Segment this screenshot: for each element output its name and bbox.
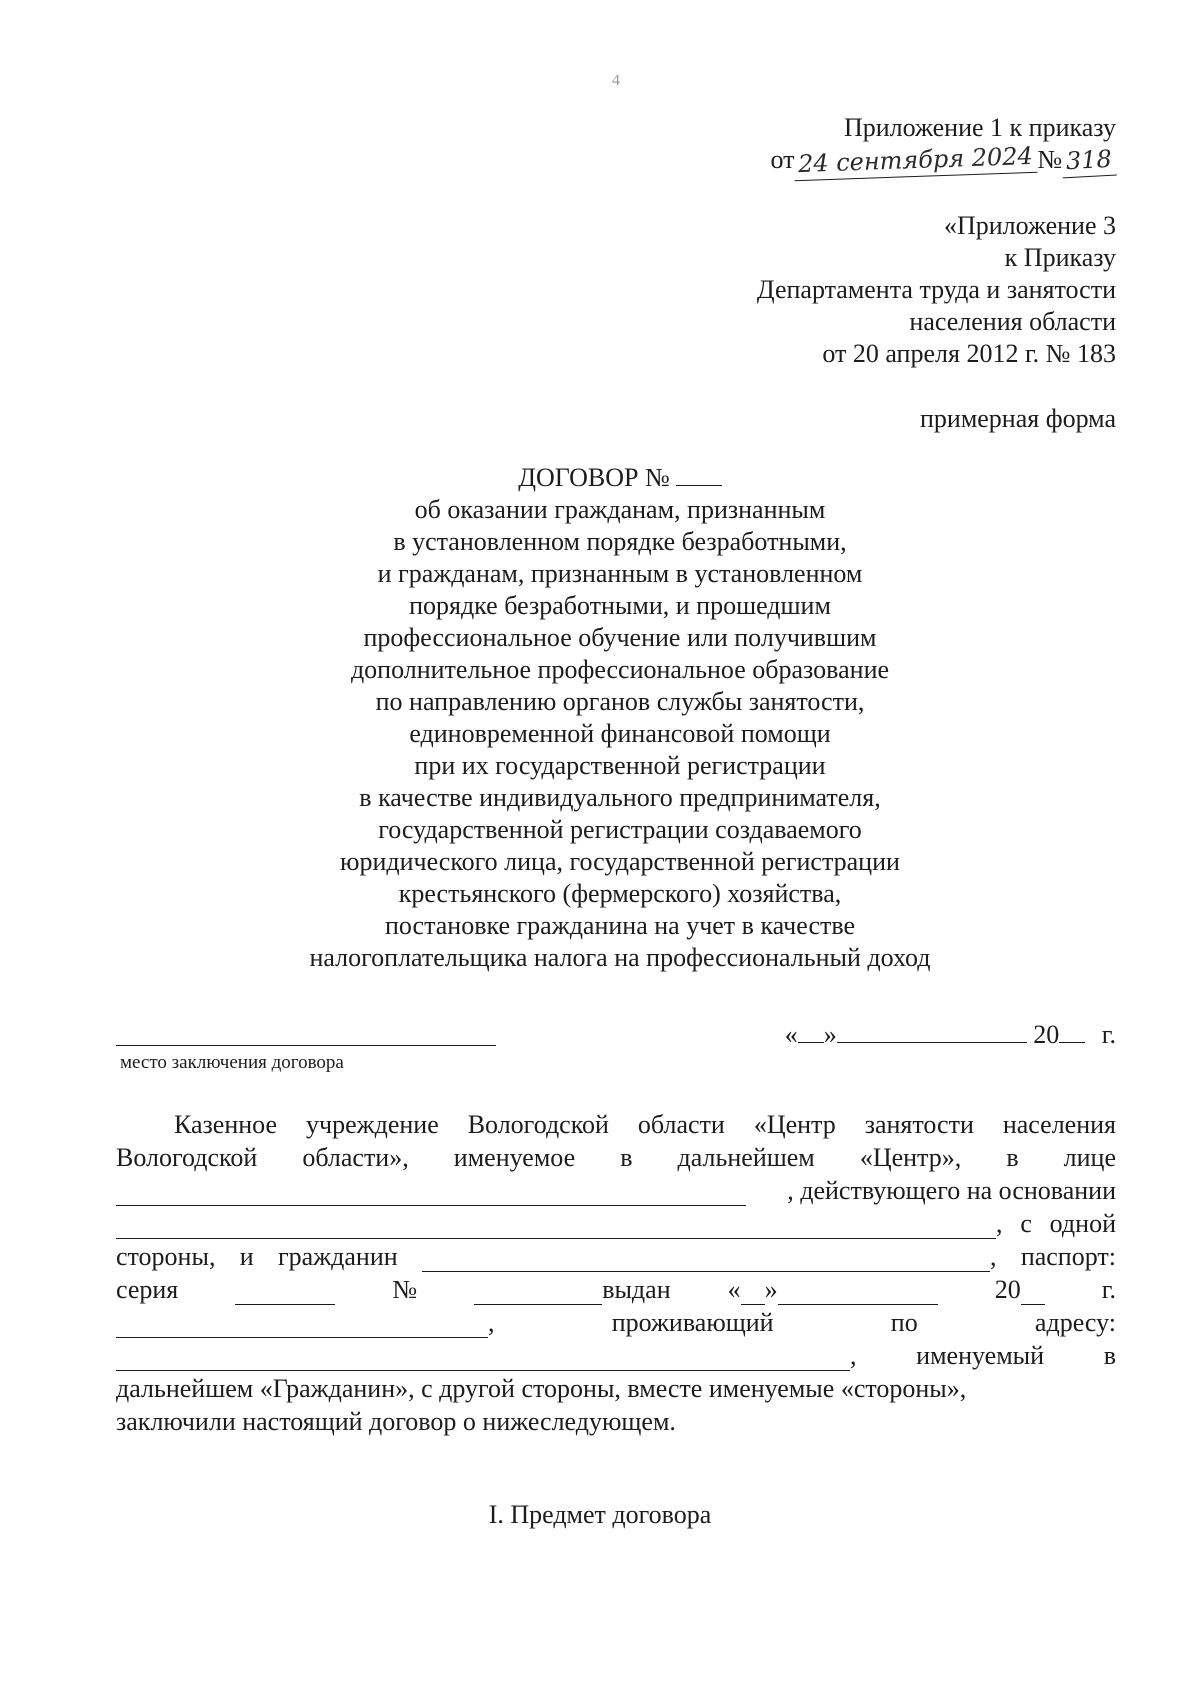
word: населения <box>1002 1110 1116 1139</box>
title-line: в качестве индивидуального предпринимателя, <box>359 783 881 812</box>
text: , <box>488 1308 495 1337</box>
contract-date-line <box>785 1018 1116 1050</box>
contract-heading <box>0 462 1200 494</box>
word: гражданин <box>278 1242 398 1271</box>
quote-open: « <box>784 1020 798 1049</box>
year-prefix: 20 <box>1033 1020 1060 1049</box>
title-line: крестьянского (фермерского) хозяйства, <box>398 879 842 908</box>
day-field[interactable] <box>798 1018 824 1043</box>
text: « <box>727 1275 741 1304</box>
preamble-row-10: заключили настоящий договор о нижеследующем. <box>116 1407 676 1436</box>
citizen-name-field[interactable] <box>422 1249 990 1272</box>
annex-reference-block <box>757 210 1116 370</box>
word: области <box>637 1110 725 1139</box>
word: проживающий <box>611 1308 774 1337</box>
title-line: единовременной финансовой помощи <box>409 719 831 748</box>
section-title: I. Предмет договора <box>488 1500 712 1529</box>
word: «Центр <box>753 1110 836 1139</box>
word: одной <box>1049 1209 1116 1238</box>
text: , <box>850 1341 857 1370</box>
contract-heading-text: ДОГОВОР № <box>518 463 670 492</box>
title-line: по направлению органов службы занятости, <box>375 687 865 716</box>
word: именуемое <box>453 1143 576 1172</box>
annex-reference-line: от 20 апреля 2012 г. № 183 <box>822 339 1116 368</box>
text: , <box>996 1209 1003 1238</box>
title-line: налогоплательщика налога на профессиональный доход <box>309 943 931 972</box>
word: г. <box>1101 1275 1116 1304</box>
title-line: порядке безработными, и прошедшим <box>409 591 831 620</box>
title-line: дополнительное профессиональное образование <box>350 655 890 684</box>
title-line: в установленном порядке безработными, <box>393 527 847 556</box>
basis-field[interactable] <box>116 1216 996 1239</box>
word: по <box>890 1308 918 1337</box>
preamble-row-9: дальнейшем «Гражданин», с другой стороны, вместе именуемые «стороны», <box>116 1374 967 1403</box>
issue-day-field[interactable] <box>741 1282 765 1305</box>
title-line: при их государственной регистрации <box>414 751 826 780</box>
word: области», <box>302 1143 409 1172</box>
preamble-row-4 <box>116 1209 1116 1239</box>
issuer-field[interactable] <box>116 1315 488 1338</box>
preamble-row-6 <box>116 1275 1116 1305</box>
address-field[interactable] <box>116 1348 850 1371</box>
preamble-row-8 <box>116 1341 1116 1371</box>
text: , действующего на основании <box>787 1176 1116 1205</box>
preamble-row-1 <box>174 1110 1116 1140</box>
word: паспорт: <box>1020 1242 1116 1271</box>
title-line: постановке гражданина на учет в качестве <box>384 911 856 940</box>
preamble-row-5 <box>116 1242 1116 1272</box>
word: учреждение <box>306 1110 439 1139</box>
annex-reference-line: к Приказу <box>1004 243 1116 272</box>
title-line: об оказании гражданам, признанным <box>414 495 826 524</box>
word: занятости <box>864 1110 974 1139</box>
word: Вологодской <box>467 1110 609 1139</box>
center-representative-field[interactable] <box>116 1183 746 1206</box>
from-prefix: от <box>770 145 795 174</box>
contract-number-blank[interactable] <box>676 463 722 486</box>
place-field[interactable] <box>116 1045 496 1046</box>
word: лице <box>1063 1143 1116 1172</box>
word: «Центр», <box>859 1143 962 1172</box>
handwritten-date: 24 сентября 2024 <box>794 140 1038 181</box>
annex-reference-line: Департамента труда и занятости <box>756 275 1116 304</box>
quote-close: » <box>823 1020 837 1049</box>
text: » <box>764 1275 778 1304</box>
month-field[interactable] <box>837 1018 1027 1043</box>
title-line: профессиональное обучение или получившим <box>363 623 877 652</box>
year-suffix: г. <box>1101 1020 1116 1049</box>
text: 20 <box>994 1275 1021 1304</box>
word: серия <box>116 1275 179 1304</box>
word: Казенное <box>174 1110 278 1139</box>
word: в <box>620 1143 633 1172</box>
handwritten-number: 318 <box>1061 143 1116 179</box>
title-line: юридического лица, государственной регистрации <box>340 847 900 876</box>
text: , <box>990 1242 997 1271</box>
word: выдан <box>602 1275 671 1304</box>
issue-year-field[interactable] <box>1021 1282 1045 1305</box>
contract-title <box>0 462 1200 974</box>
title-line: и гражданам, признанным в установленном <box>377 559 863 588</box>
title-line: государственной регистрации создаваемого <box>378 815 862 844</box>
annex-reference-line: «Приложение 3 <box>943 211 1116 240</box>
word: адресу: <box>1034 1308 1116 1337</box>
issue-month-field[interactable] <box>778 1282 938 1305</box>
word: Вологодской <box>116 1143 258 1172</box>
page-number: 4 <box>612 72 620 89</box>
passport-number-field[interactable] <box>474 1282 602 1305</box>
preamble-row-3 <box>116 1176 1116 1206</box>
order-annex-line: Приложение 1 к приказу <box>843 113 1116 142</box>
word: в <box>1103 1341 1116 1370</box>
word: с <box>1020 1209 1032 1238</box>
word: стороны, <box>116 1242 216 1271</box>
word: в <box>1006 1143 1019 1172</box>
preamble-row-7 <box>116 1308 1116 1338</box>
word: дальнейшем <box>677 1143 815 1172</box>
number-sign: № <box>1037 145 1063 174</box>
word: именуемый <box>916 1341 1045 1370</box>
word: и <box>239 1242 254 1271</box>
preamble-row-2 <box>116 1143 1116 1173</box>
order-annex-block <box>770 112 1116 177</box>
order-date-line <box>770 141 1116 179</box>
passport-series-field[interactable] <box>235 1282 335 1305</box>
annex-reference-line: населения области <box>909 307 1116 336</box>
year-field[interactable] <box>1059 1018 1085 1043</box>
place-caption: место заключения договора <box>120 1052 344 1073</box>
word: № <box>392 1275 418 1304</box>
form-type-label: примерная форма <box>919 404 1116 433</box>
